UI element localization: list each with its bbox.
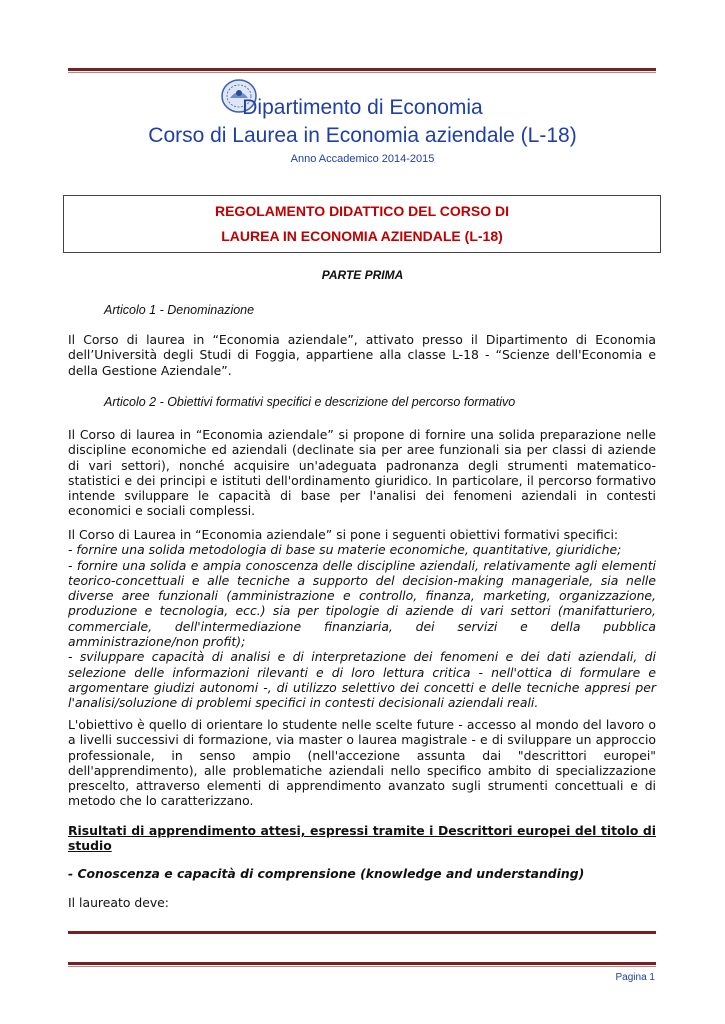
regulation-title-line1: REGOLAMENTO DIDATTICO DEL CORSO DI (214, 203, 509, 219)
article2-objective-paragraph (68, 717, 656, 809)
regulation-title-box (63, 195, 661, 253)
footer-lower-rule-thin (68, 966, 656, 967)
academic-year: Anno Accademico 2014-2015 (290, 153, 435, 165)
header-top-rule-thin (68, 72, 656, 73)
footer-lower-rule (68, 962, 656, 965)
results-section-title: Risultati di apprendimento attesi, espressi tramite i Descrittori europei del titolo di studio (68, 823, 656, 854)
regulation-title-line2: LAUREA IN ECONOMIA AZIENDALE (L-18) (221, 228, 503, 244)
results-text (68, 895, 656, 910)
objective-paragraph: L'obiettivo è quello di orientare lo studente nelle scelte future - accesso al mondo del lavoro o a livelli successivi di formazione, via master o laurea magistrale - e di sviluppare un approccio professionale, in senso ampio (nell'accezione assunta dai "descrittori europei" dell'apprendimento), alle problematiche aziendali nello specifico ambito di specializzazione prescelto, attraverso elementi di apprendimento avanzato sugli strumenti concettuali e di metodo che lo caratterizzano. (68, 717, 656, 809)
footer-upper-rule (68, 931, 656, 934)
article1-heading: Articolo 1 - Denominazione (104, 303, 255, 317)
degree-course-title: Corso di Laurea in Economia aziendale (L-18) (148, 124, 577, 147)
article1-text (68, 332, 656, 378)
part-heading: PARTE PRIMA (321, 268, 404, 282)
article2-heading: Articolo 2 - Obiettivi formativi specifici e descrizione del percorso formativo (104, 395, 516, 409)
knowledge-subtitle: - Conoscenza e capacità di comprensione (knowledge and understanding) (68, 866, 585, 881)
article1-paragraph: Il Corso di laurea in “Economia aziendale”, attivato presso il Dipartimento di Economia dell’Università degli Studi di Foggia, appartiene alla classe L-18 - “Scienze dell'Economia e della Gestione Aziendale”. (68, 332, 656, 378)
article2-intro-paragraph: Il Corso di laurea in “Economia aziendale” si propone di fornire una solida preparazione nelle discipline economiche ed aziendali (declinate sia per aree funzionali sia per classi di aziende di vari settori), nonché acquisire un'adeguata padronanza degli strumenti matematico-statistici e dei principi e istituti dell'ordinamento giuridico. In particolare, il percorso formativo intende sviluppare le capacità di base per l'analisi dei fenomeni aziendali in contesti economici e sociali complessi. (68, 427, 656, 519)
header-top-rule (68, 68, 656, 71)
objective-item-3: - sviluppare capacità di analisi e di interpretazione dei fenomeni e dei dati aziendali, di selezione delle informazioni rilevanti e di loro lettura critica - nell'ottica di formulare e argomentare giudizi autonomi -, di utilizzo selettivo dei concetti e delle tecniche appresi per l'analisi/soluzione di problemi specifici in contesti decisionali aziendali reali. (68, 649, 656, 711)
article2-objectives (68, 527, 656, 711)
objective-item-1: - fornire una solida metodologia di base su materie economiche, quantitative, giuridiche; (68, 542, 622, 558)
page-number: Pagina 1 (615, 972, 655, 983)
objective-item-2: - fornire una solida e ampia conoscenza delle discipline aziendali, relativamente agli elementi teorico-concettuali e alle tecniche a supporto del decision-making manageriale, sia nelle diverse aree funzionali (amministrazione e controllo, finanza, marketing, organizzazione, produzione e tecnologia, ecc.) sia per tipologie di aziende di vari settori (manifatturiero, commerciale, dell'intermediazione finanziaria, dei servizi e della pubblica amministrazione/non profit); (68, 557, 656, 650)
graduate-must-text: Il laureato deve: (68, 895, 169, 910)
article2-paragraph1 (68, 427, 656, 519)
objectives-intro: Il Corso di Laurea in “Economia aziendale” si pone i seguenti obiettivi formativi specifici: (68, 527, 619, 542)
department-title: Dipartimento di Economia (242, 96, 483, 119)
